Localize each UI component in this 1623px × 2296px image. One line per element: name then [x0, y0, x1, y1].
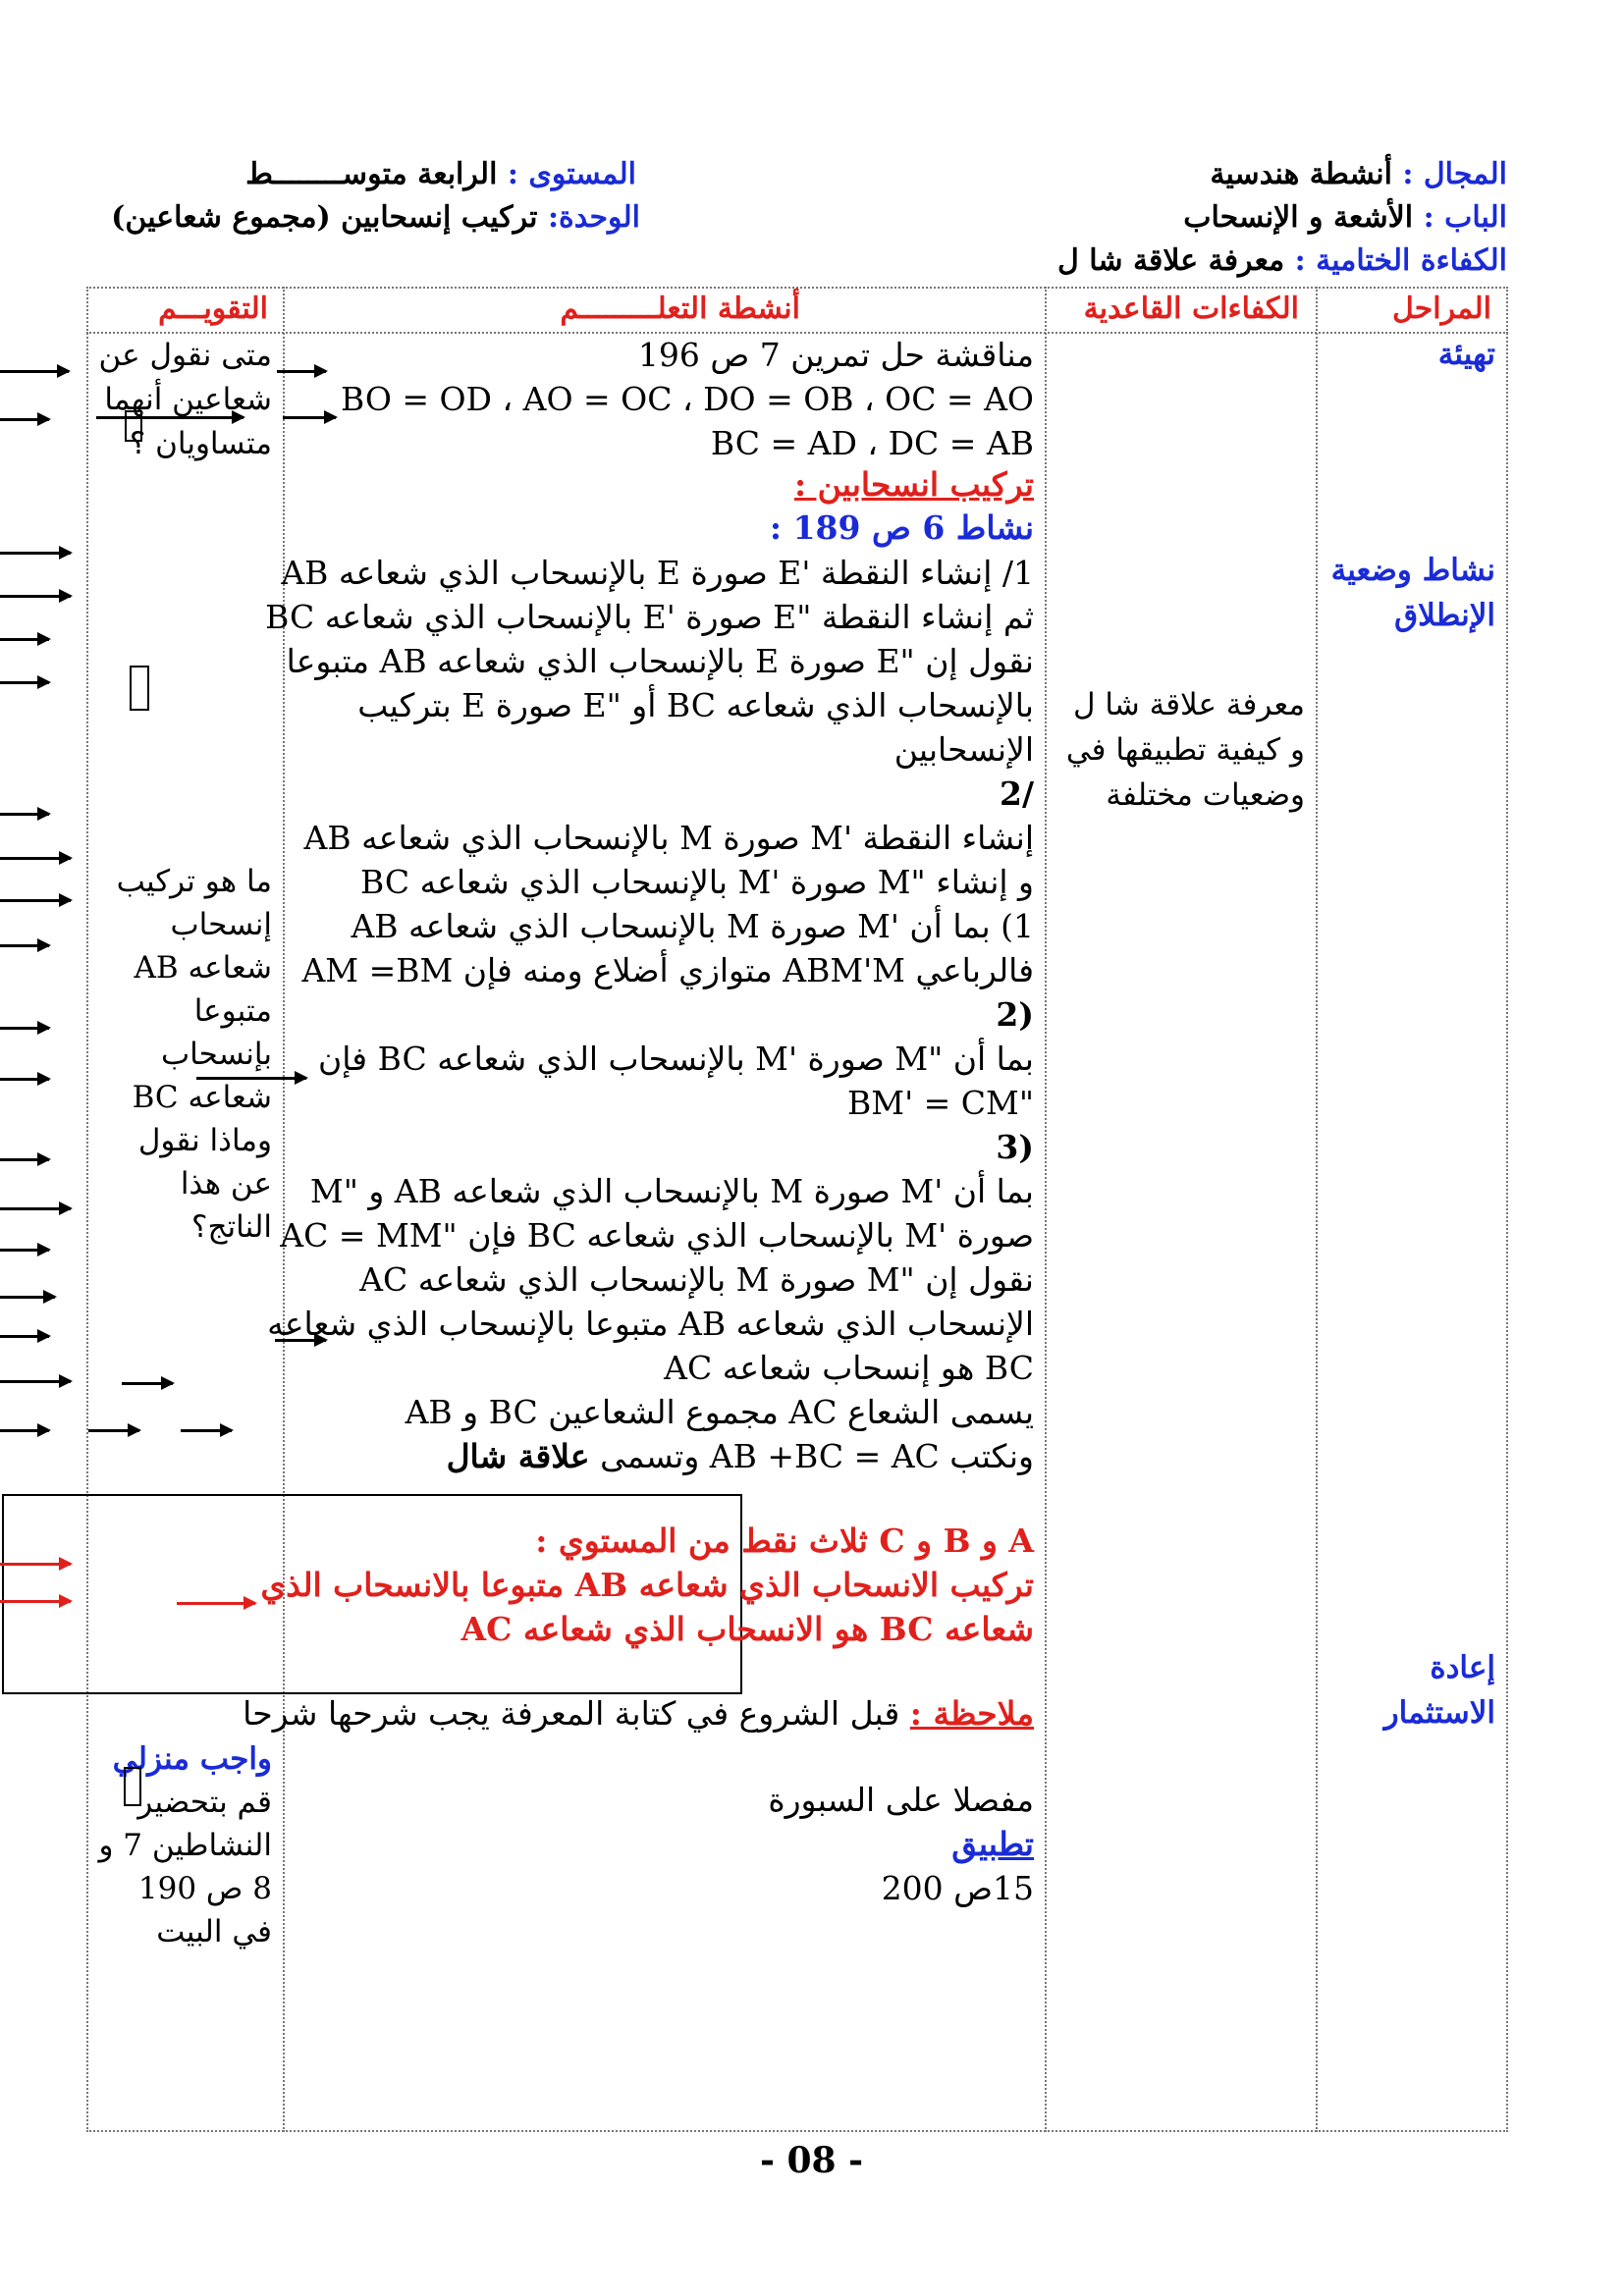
part2-line: صورة 'M بالإنسحاب الذي شعاعه BC فإن "AC = MM [280, 1216, 1034, 1255]
placeholder-box [130, 666, 149, 711]
stage-reinvest-line2: الاستثمار [1383, 1695, 1495, 1731]
part1-line: 1/ إنشاء النقطة 'E صورة E بالإنسحاب الذي شعاعه AB [281, 554, 1034, 592]
connector-arrow [283, 416, 336, 419]
part2-line: (2 [996, 995, 1034, 1034]
eval-q2-line: شعاعه AB [134, 950, 272, 986]
note-line: مفصلا على السبورة [768, 1781, 1034, 1819]
unit-label: الوحدة: [547, 200, 640, 235]
eval-q1-line: متساويان ؟ [129, 426, 272, 461]
warmup-line: BC = AD ، DC = AB [710, 424, 1034, 462]
connector-arrow [122, 1382, 173, 1385]
level-header [245, 157, 636, 191]
eval-q2-line: الناتج؟ [191, 1209, 272, 1245]
warmup-line: مناقشة حل تمرين 7 ص 196 [637, 336, 1034, 374]
base-competency-line: وضعيات مختلفة [1106, 777, 1305, 813]
part2-line: بما أن "M صورة 'M بالإنسحاب الذي شعاعه BC فإن [318, 1040, 1034, 1078]
connector-arrow [96, 416, 243, 419]
margin-arrow [0, 857, 71, 860]
margin-arrow [0, 944, 49, 947]
margin-arrow [0, 1249, 49, 1252]
placeholder-box [124, 1767, 141, 1806]
part2-line: و إنشاء "M صورة 'M بالإنسحاب الذي شعاعه BC [360, 863, 1034, 901]
competence-header [1057, 243, 1507, 278]
eval-q2-line: شعاعه BC [132, 1080, 272, 1115]
warmup-line: BO = OD ، AO = OC ، DO = OB ، OC = AO [340, 380, 1034, 418]
margin-arrow [0, 595, 71, 598]
column-divider [1045, 287, 1047, 2132]
part2-line: إنشاء النقطة 'M صورة M بالإنسحاب الذي شعاعه AB [303, 819, 1034, 857]
page-number: - 08 - [759, 2140, 864, 2181]
part2-line: BC هو إنسحاب شعاعه AC [664, 1349, 1034, 1387]
rule-line: A و B و C ثلاث نقط من المستوي : [535, 1522, 1034, 1560]
connector-arrow [88, 1429, 139, 1432]
compose-title: تركيب انسحابين : [793, 465, 1034, 504]
margin-arrow [0, 1027, 49, 1030]
homework-title: واجب منزلي [112, 1741, 272, 1777]
note-line [243, 1692, 1034, 1735]
chapter-header [1183, 200, 1507, 235]
connector-arrow [277, 370, 326, 373]
competence-value: معرفة علاقة شا ل [1057, 243, 1285, 278]
eval-q2-line: بإنسحاب [161, 1037, 272, 1072]
part2-line: نقول إن "M صورة M بالإنسحاب الذي شعاعه AC [359, 1260, 1034, 1299]
margin-arrow [0, 370, 69, 373]
part1-line: الإنسحابين [893, 730, 1034, 769]
note-text: قبل الشروع في كتابة المعرفة يجب شرحها شرحا [243, 1694, 900, 1733]
activity-title: نشاط 6 ص 189 : [769, 508, 1034, 547]
stage-launch-line1: نشاط وضعية [1330, 553, 1495, 588]
base-competency-line: و كيفية تطبيقها في [1065, 732, 1305, 768]
margin-arrow [0, 681, 49, 684]
stage-warmup: تهيئة [1437, 337, 1495, 372]
part2-line: 1) بما أن 'M صورة M بالإنسحاب الذي شعاعه AB [351, 907, 1034, 945]
part2-line: فالرباعي ABM'M متوازي أضلاع ومنه فإن AM =BM [301, 951, 1034, 989]
column-header-learning-activities: أنشطة التعلـــــــــم [560, 292, 800, 326]
part2-line: بما أن 'M صورة M بالإنسحاب الذي شعاعه AB و "M [309, 1172, 1034, 1210]
part1-line: ثم إنشاء النقطة "E صورة 'E بالإنسحاب الذي شعاعه BC [265, 598, 1034, 636]
connector-arrow-red [177, 1602, 255, 1605]
part2-line: /2 [999, 774, 1034, 813]
field-header [1210, 157, 1507, 191]
part1-line: نقول إن "E صورة E بالإنسحاب الذي شعاعه AB متبوعا [286, 642, 1034, 680]
stage-reinvest-line1: إعادة [1430, 1650, 1495, 1685]
margin-arrow [0, 1207, 71, 1210]
part2-line: يسمى الشعاع AC مجموع الشعاعين BC و AB [405, 1393, 1034, 1431]
margin-arrow [0, 899, 71, 902]
note-label: ملاحظة : [909, 1694, 1034, 1733]
rule-line: شعاعه BC هو الانسحاب الذي شعاعه AC [460, 1610, 1034, 1648]
part2-line: (3 [996, 1128, 1034, 1166]
field-label: المجال : [1402, 157, 1507, 191]
margin-arrow [0, 552, 71, 555]
margin-arrow [0, 1429, 49, 1432]
base-competency-line: معرفة علاقة شا ل [1072, 687, 1305, 722]
part2-line: "BM' = CM [847, 1084, 1034, 1122]
chapter-value: الأشعة و الإنسحاب [1183, 200, 1414, 235]
level-value: الرابعة متوســــــــط [245, 157, 498, 191]
connector-arrow [196, 1077, 306, 1080]
part2-line: الإنسحاب الذي شعاعه AB متبوعا بالإنسحاب الذي شعاعه [267, 1305, 1034, 1343]
homework-line: النشاطين 7 و [98, 1828, 272, 1863]
application-value: 15ص 200 [881, 1869, 1034, 1907]
placeholder-box [125, 410, 142, 442]
margin-arrow [0, 813, 49, 816]
margin-arrow-red [0, 1600, 71, 1603]
column-header-evaluation: التقويـــم [158, 292, 268, 326]
column-divider [1316, 287, 1318, 2132]
margin-arrow-red [0, 1563, 71, 1566]
connector-arrow [275, 1339, 326, 1342]
homework-line: قم بتحضير [137, 1785, 272, 1820]
competence-label: الكفاءة الختامية : [1294, 243, 1507, 278]
margin-arrow [0, 1296, 55, 1299]
margin-arrow [0, 1078, 49, 1081]
eval-q1-line: متى نقول عن [98, 338, 272, 373]
homework-line: في البيت [156, 1914, 272, 1949]
application-label: تطبيق [951, 1825, 1034, 1863]
rule-line: تركيب الانسحاب الذي شعاعه AB متبوعا بالانسحاب الذي [260, 1566, 1034, 1604]
chasles-bold: علاقة شال [446, 1437, 590, 1475]
chapter-label: الباب : [1423, 200, 1507, 235]
eval-q1-line: شعاعين أنهما [104, 382, 272, 417]
margin-arrow [0, 418, 49, 421]
eval-q2-line: إنسحاب [170, 907, 272, 942]
eval-q2-line: ما هو تركيب [116, 864, 272, 899]
unit-header [111, 200, 640, 235]
field-value: أنشطة هندسية [1210, 157, 1392, 191]
column-header-base-competencies: الكفاءات القاعدية [1083, 292, 1299, 326]
part1-line: بالإنسحاب الذي شعاعه BC أو "E صورة E بتركيب [357, 686, 1034, 724]
chasles-prefix: ونكتب AB +BC = AC وتسمى [600, 1437, 1034, 1475]
eval-q2-line: وماذا نقول [137, 1123, 272, 1158]
eval-q2-line: عن هذا [180, 1166, 272, 1201]
connector-arrow [181, 1429, 232, 1432]
margin-arrow [0, 638, 49, 641]
level-label: المستوى : [507, 157, 636, 191]
margin-arrow [0, 1335, 49, 1338]
margin-arrow [0, 1380, 71, 1383]
homework-line: 8 ص 190 [137, 1871, 272, 1906]
column-header-stages: المراحل [1392, 292, 1491, 326]
eval-q2-line: متبوعا [193, 993, 272, 1029]
unit-value: تركيب إنسحابين (مجموع شعاعين) [111, 200, 538, 235]
margin-arrow [0, 1158, 49, 1161]
chasles-line [447, 1435, 1034, 1478]
stage-launch-line2: الإنطلاق [1394, 598, 1495, 633]
